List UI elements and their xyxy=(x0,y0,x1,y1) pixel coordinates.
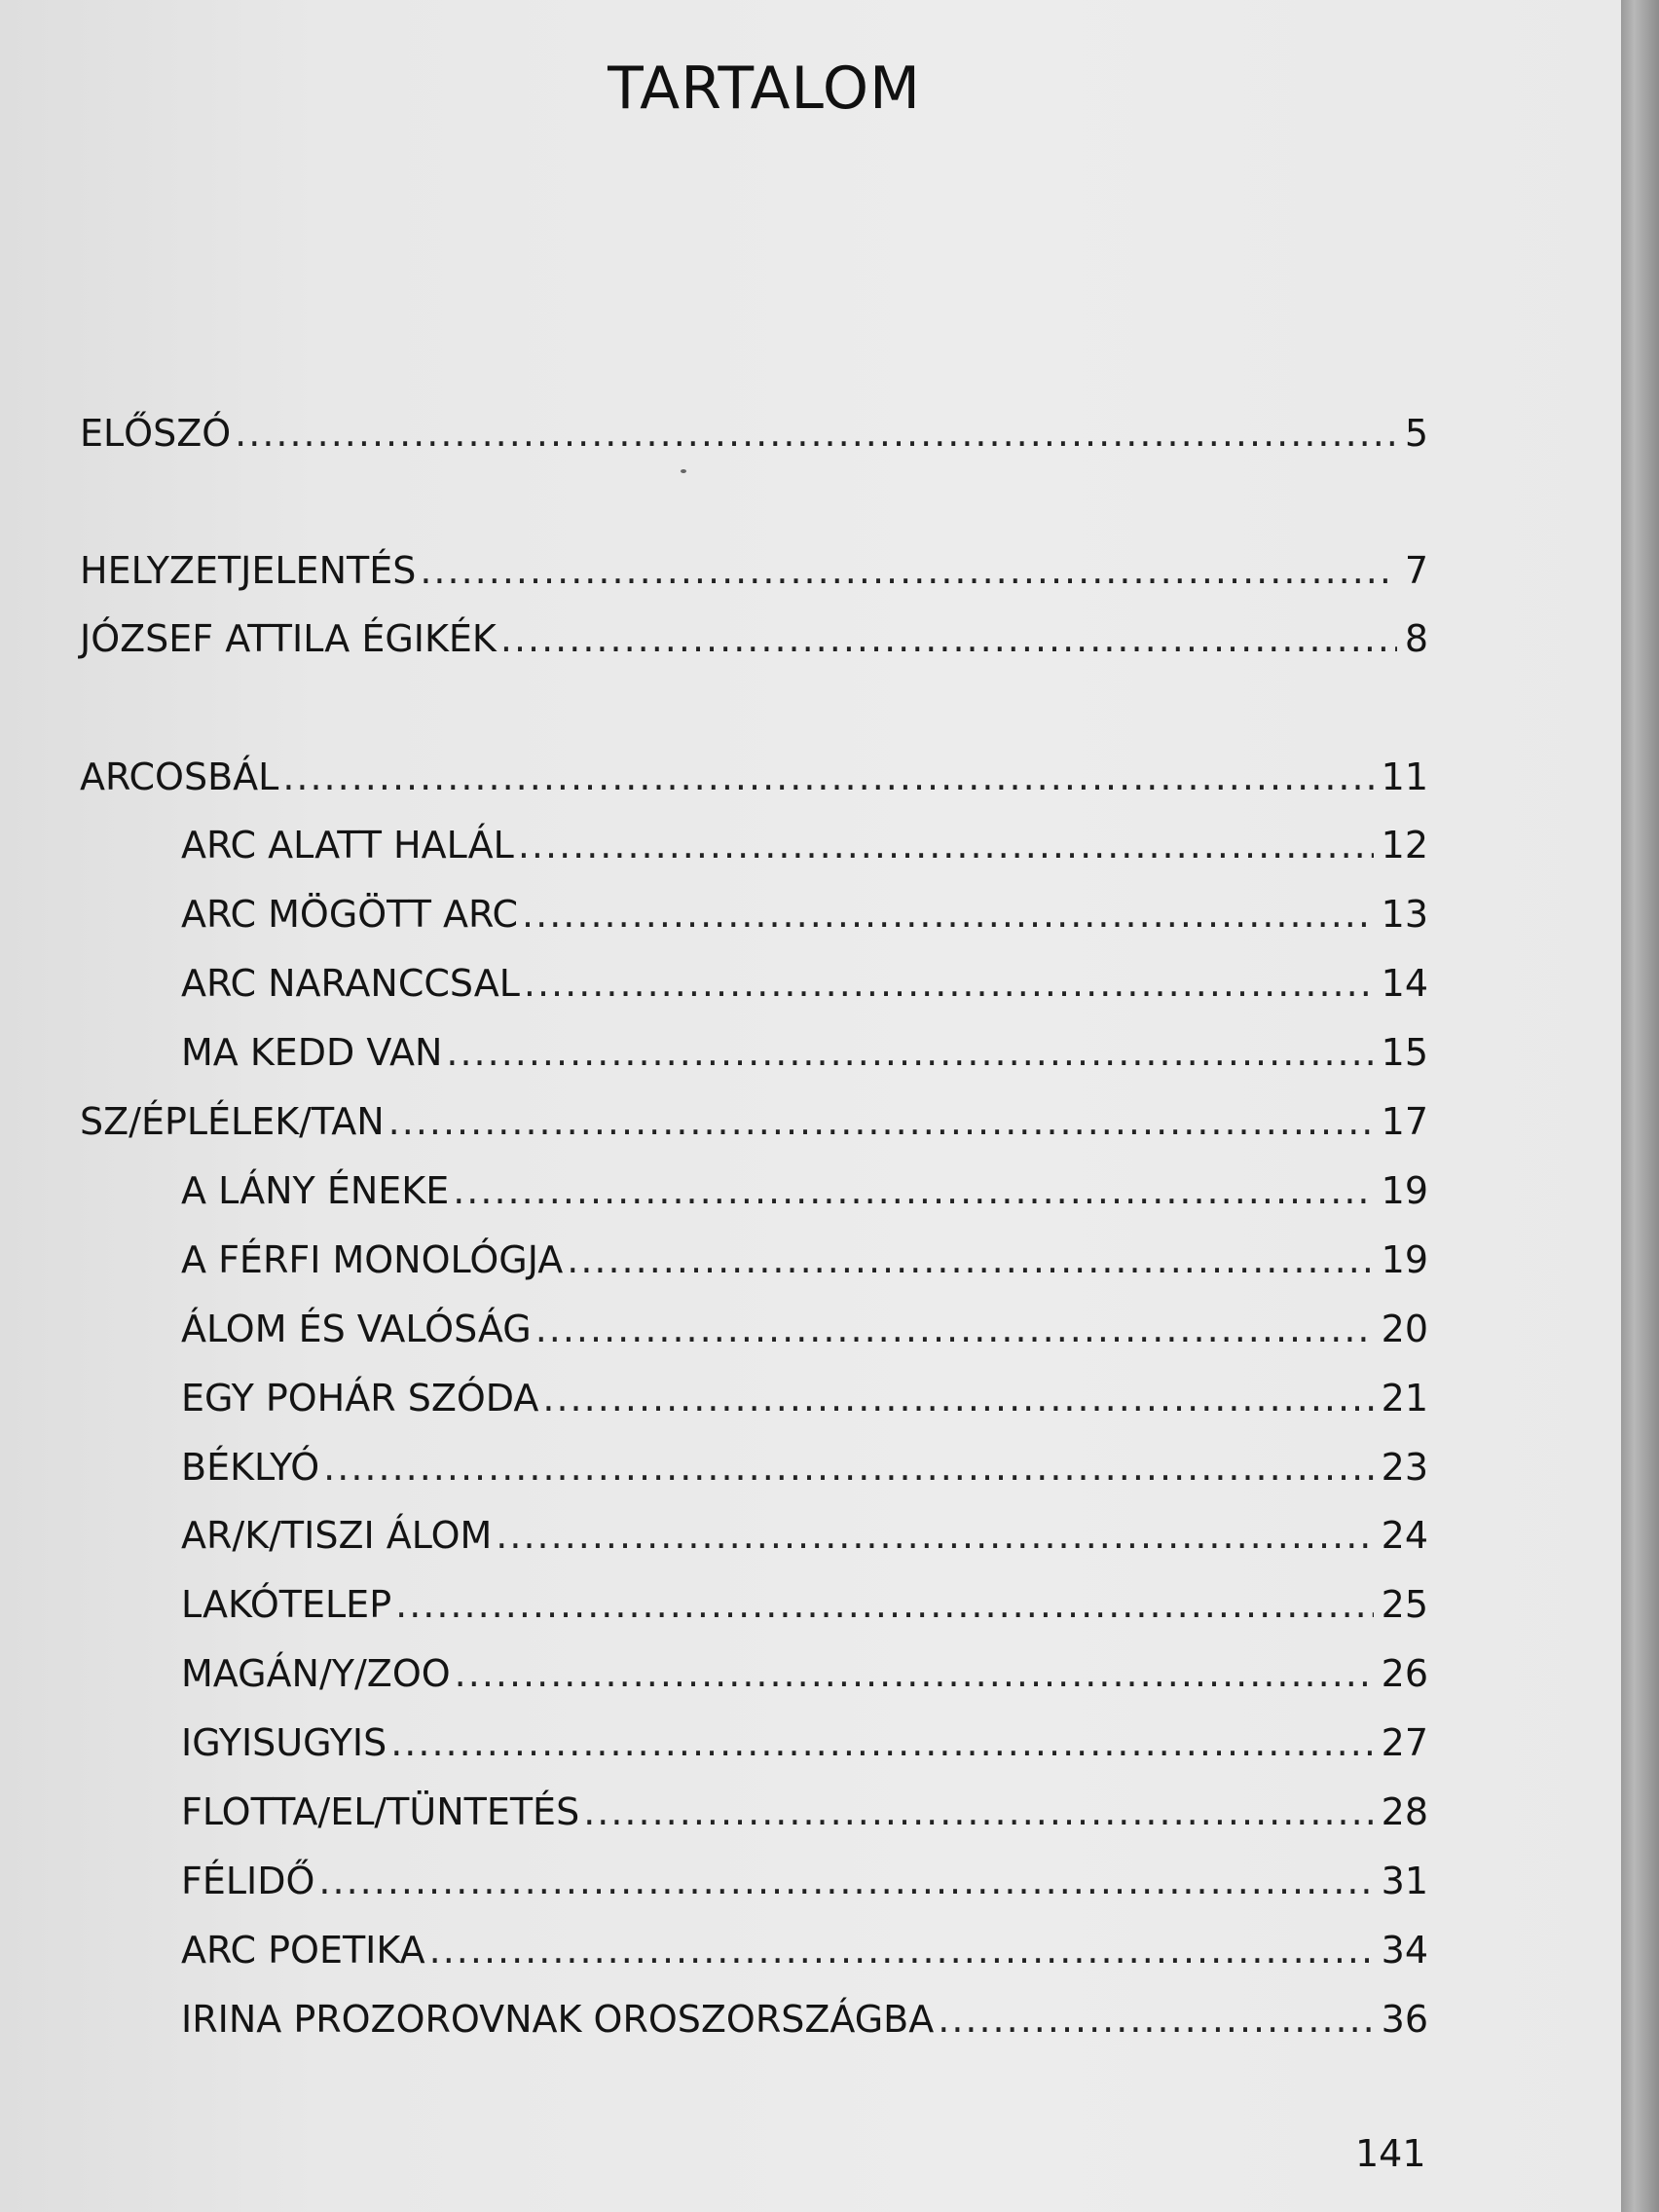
toc-entry-page: 5 xyxy=(1404,412,1428,455)
toc-entry xyxy=(181,1163,1428,1218)
toc-entry-title: ARCOSBÁL xyxy=(80,756,279,798)
toc-entry-title: AR/K/TISZI ÁLOM xyxy=(181,1514,493,1557)
toc-entry-title: BÉKLYÓ xyxy=(181,1446,320,1489)
toc-entry-page: 14 xyxy=(1381,962,1428,1005)
toc-entry-title: IRINA PROZOROVNAK OROSZORSZÁGBA xyxy=(181,1998,935,2041)
toc-entry xyxy=(181,1785,1428,1839)
toc-entry xyxy=(181,1440,1428,1494)
toc-entry-title: MAGÁN/Y/ZOO xyxy=(181,1652,451,1695)
toc-entry xyxy=(181,1854,1428,1908)
toc-entry-page: 19 xyxy=(1381,1238,1428,1281)
dot-leader xyxy=(567,1233,1373,1287)
toc-entry xyxy=(181,1577,1428,1632)
toc-entry-title: LAKÓTELEP xyxy=(181,1583,392,1626)
dot-leader xyxy=(500,611,1397,666)
toc-entry xyxy=(181,1508,1428,1563)
dot-leader xyxy=(318,1854,1373,1908)
toc-entry-title: A LÁNY ÉNEKE xyxy=(181,1169,450,1212)
toc-entry xyxy=(181,956,1428,1011)
toc-entry-title: ARC NARANCCSAL xyxy=(181,962,520,1005)
toc-entry-page: 36 xyxy=(1381,1998,1428,2041)
toc-entry-page: 17 xyxy=(1381,1100,1428,1143)
toc-entry xyxy=(181,1923,1428,1977)
toc-entry-title: IGYISUGYIS xyxy=(181,1721,387,1764)
toc-entry-page: 25 xyxy=(1381,1583,1428,1626)
toc-entry xyxy=(181,1302,1428,1356)
toc-entry-page: 24 xyxy=(1381,1514,1428,1557)
dot-leader xyxy=(453,1163,1373,1218)
toc-entry xyxy=(181,887,1428,941)
toc-entry xyxy=(181,1992,1428,2046)
dot-leader xyxy=(395,1577,1374,1632)
toc-entry xyxy=(181,1646,1428,1701)
dot-leader xyxy=(938,1992,1373,2046)
dot-leader xyxy=(583,1785,1373,1839)
toc-entry xyxy=(80,406,1428,461)
toc-entry-title: A FÉRFI MONOLÓGJA xyxy=(181,1238,564,1281)
toc-entry-page: 8 xyxy=(1404,617,1428,660)
toc-entry-page: 12 xyxy=(1381,824,1428,866)
toc-entry-title: EGY POHÁR SZÓDA xyxy=(181,1377,539,1419)
dot-leader xyxy=(390,1715,1373,1770)
toc-entry-page: 31 xyxy=(1381,1860,1428,1902)
toc-entry-title: FLOTTA/EL/TÜNTETÉS xyxy=(181,1790,580,1833)
dot-leader xyxy=(446,1025,1373,1080)
toc-entry xyxy=(181,1025,1428,1080)
toc-entry xyxy=(80,750,1428,804)
toc-entry xyxy=(181,1371,1428,1425)
toc-entry-title: ARC MÖGÖTT ARC xyxy=(181,893,519,936)
dot-leader xyxy=(535,1302,1374,1356)
toc-entry-title: JÓZSEF ATTILA ÉGIKÉK xyxy=(80,617,497,660)
dot-leader xyxy=(496,1508,1373,1563)
toc-entry-page: 13 xyxy=(1381,893,1428,936)
toc-entry-page: 21 xyxy=(1381,1377,1428,1419)
toc-entry-page: 15 xyxy=(1381,1031,1428,1074)
page-edge xyxy=(1621,0,1659,2212)
dot-leader xyxy=(542,1371,1373,1425)
dot-leader xyxy=(429,1923,1374,1977)
dot-leader xyxy=(420,543,1396,598)
toc-entry-page: 11 xyxy=(1381,756,1428,798)
toc-entry-page: 34 xyxy=(1381,1929,1428,1972)
toc-entry xyxy=(181,818,1428,872)
toc-entry xyxy=(80,543,1428,598)
dot-leader xyxy=(518,818,1374,872)
toc-entry-title: ARC ALATT HALÁL xyxy=(181,824,514,866)
toc-entry xyxy=(80,1094,1428,1149)
dot-leader xyxy=(522,887,1374,941)
dot-leader xyxy=(235,406,1397,461)
toc-entry-title: SZ/ÉPLÉLEK/TAN xyxy=(80,1100,385,1143)
dot-leader xyxy=(388,1094,1374,1149)
toc-entry-page: 19 xyxy=(1381,1169,1428,1212)
page-number: 141 xyxy=(1355,2132,1426,2175)
dot-leader xyxy=(524,956,1374,1011)
toc-entry-title: FÉLIDŐ xyxy=(181,1860,315,1902)
toc-entry-page: 28 xyxy=(1381,1790,1428,1833)
toc-entry-title: ÁLOM ÉS VALÓSÁG xyxy=(181,1308,532,1350)
toc-entry-title: ELŐSZÓ xyxy=(80,412,232,455)
toc-entry-page: 26 xyxy=(1381,1652,1428,1695)
toc-entry-page: 20 xyxy=(1381,1308,1428,1350)
toc-entry-page: 7 xyxy=(1404,549,1428,592)
toc-entry-page: 27 xyxy=(1381,1721,1428,1764)
toc-entry-title: MA KEDD VAN xyxy=(181,1031,443,1074)
dot-leader xyxy=(282,750,1373,804)
page-title: TARTALOM xyxy=(608,55,921,123)
dot-leader xyxy=(455,1646,1374,1701)
toc-entry xyxy=(181,1233,1428,1287)
toc-entry-page: 23 xyxy=(1381,1446,1428,1489)
toc-entry-title: ARC POETIKA xyxy=(181,1929,425,1972)
toc-entry xyxy=(181,1715,1428,1770)
toc-entry xyxy=(80,611,1428,666)
toc-entry-title: HELYZETJELENTÉS xyxy=(80,549,417,592)
dot-leader xyxy=(323,1440,1373,1494)
